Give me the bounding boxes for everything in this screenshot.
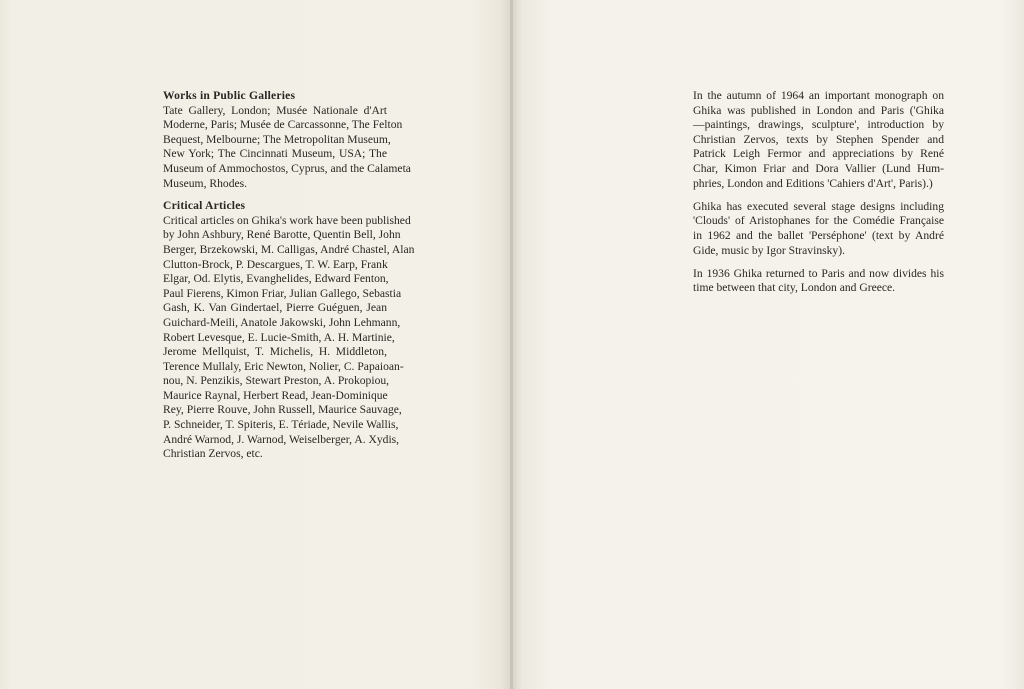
text-line: in 1962 and the ballet 'Perséphone' (text by André <box>693 228 944 242</box>
text-line: Char, Kimon Friar and Dora Vallier (Lund Hum- <box>693 161 944 175</box>
text-line: —paintings, drawings, sculpture', introduction by <box>693 118 944 132</box>
galleries-text <box>163 103 411 192</box>
text-line: New York; The Cincinnati Museum, USA; The <box>163 147 387 161</box>
text-line: Gide, music by Igor Stravinsky). <box>693 243 845 257</box>
book-gutter <box>510 0 513 689</box>
text-line: Berger, Brzekowski, M. Calligas, André Chastel, Alan <box>163 242 415 256</box>
text-line: Critical articles on Ghika's work have been published <box>163 213 411 227</box>
text-line: time between that city, London and Greece. <box>693 281 896 295</box>
text-line: Gash, K. Van Gindertael, Pierre Guéguen, Jean <box>163 301 387 315</box>
left-column <box>163 89 415 462</box>
text-line: by John Ashbury, René Barotte, Quentin Bell, John <box>163 228 401 242</box>
text-line: Ghika has executed several stage designs including <box>693 199 944 213</box>
paragraph <box>693 267 944 296</box>
right-column <box>693 89 944 296</box>
text-line: Jerome Mellquist, T. Michelis, H. Middleton, <box>163 345 387 359</box>
text-line: Tate Gallery, London; Musée Nationale d'Art <box>163 103 387 117</box>
text-line: In 1936 Ghika returned to Paris and now divides his <box>693 266 944 280</box>
text-line: Bequest, Melbourne; The Metropolitan Museum, <box>163 132 391 146</box>
text-line: Christian Zervos, texts by Stephen Spender and <box>693 132 944 146</box>
text-line: Patrick Leigh Fermor and appreciations by René <box>693 147 944 161</box>
text-line: Museum of Ammochostos, Cyprus, and the Calameta <box>163 161 411 175</box>
text-line: Moderne, Paris; Musée de Carcassonne, The Felton <box>163 118 403 132</box>
text-line: Robert Levesque, E. Lucie-Smith, A. H. Martinie, <box>163 330 395 344</box>
paragraph <box>693 89 944 191</box>
text-line: Terence Mullaly, Eric Newton, Nolier, C. Papaioan- <box>163 359 404 373</box>
galleries-section <box>163 89 411 191</box>
galleries-heading: Works in Public Galleries <box>163 89 296 102</box>
text-line: Paul Fierens, Kimon Friar, Julian Gallego, Sebastia <box>163 286 402 300</box>
text-line: Museum, Rhodes. <box>163 176 248 190</box>
text-line: Clutton-Brock, P. Descargues, T. W. Earp, Frank <box>163 257 388 271</box>
text-line: phries, London and Editions 'Cahiers d'Art', Paris).) <box>693 176 933 190</box>
articles-section <box>163 199 415 462</box>
text-line: nou, N. Penzikis, Stewart Preston, A. Prokopiou, <box>163 374 390 388</box>
text-line: Rey, Pierre Rouve, John Russell, Maurice Sauvage, <box>163 403 402 417</box>
text-line: Ghika was published in London and Paris ('Ghika <box>693 103 944 117</box>
articles-heading: Critical Articles <box>163 199 246 213</box>
text-line: 'Clouds' of Aristophanes for the Comédie Française <box>693 214 944 228</box>
articles-text <box>163 213 415 462</box>
text-line: In the autumn of 1964 an important monograph on <box>693 89 944 102</box>
text-line: André Warnod, J. Warnod, Weiselberger, A. Xydis, <box>163 432 400 446</box>
text-line: P. Schneider, T. Spiteris, E. Tériade, Nevile Wallis, <box>163 418 399 432</box>
text-line: Christian Zervos, etc. <box>163 447 263 461</box>
text-line: Maurice Raynal, Herbert Read, Jean-Dominique <box>163 388 388 402</box>
text-line: Guichard-Meili, Anatole Jakowski, John Lehmann, <box>163 315 401 329</box>
paragraph <box>693 200 944 258</box>
text-line: Elgar, Od. Elytis, Evanghelides, Edward Fenton, <box>163 272 389 286</box>
